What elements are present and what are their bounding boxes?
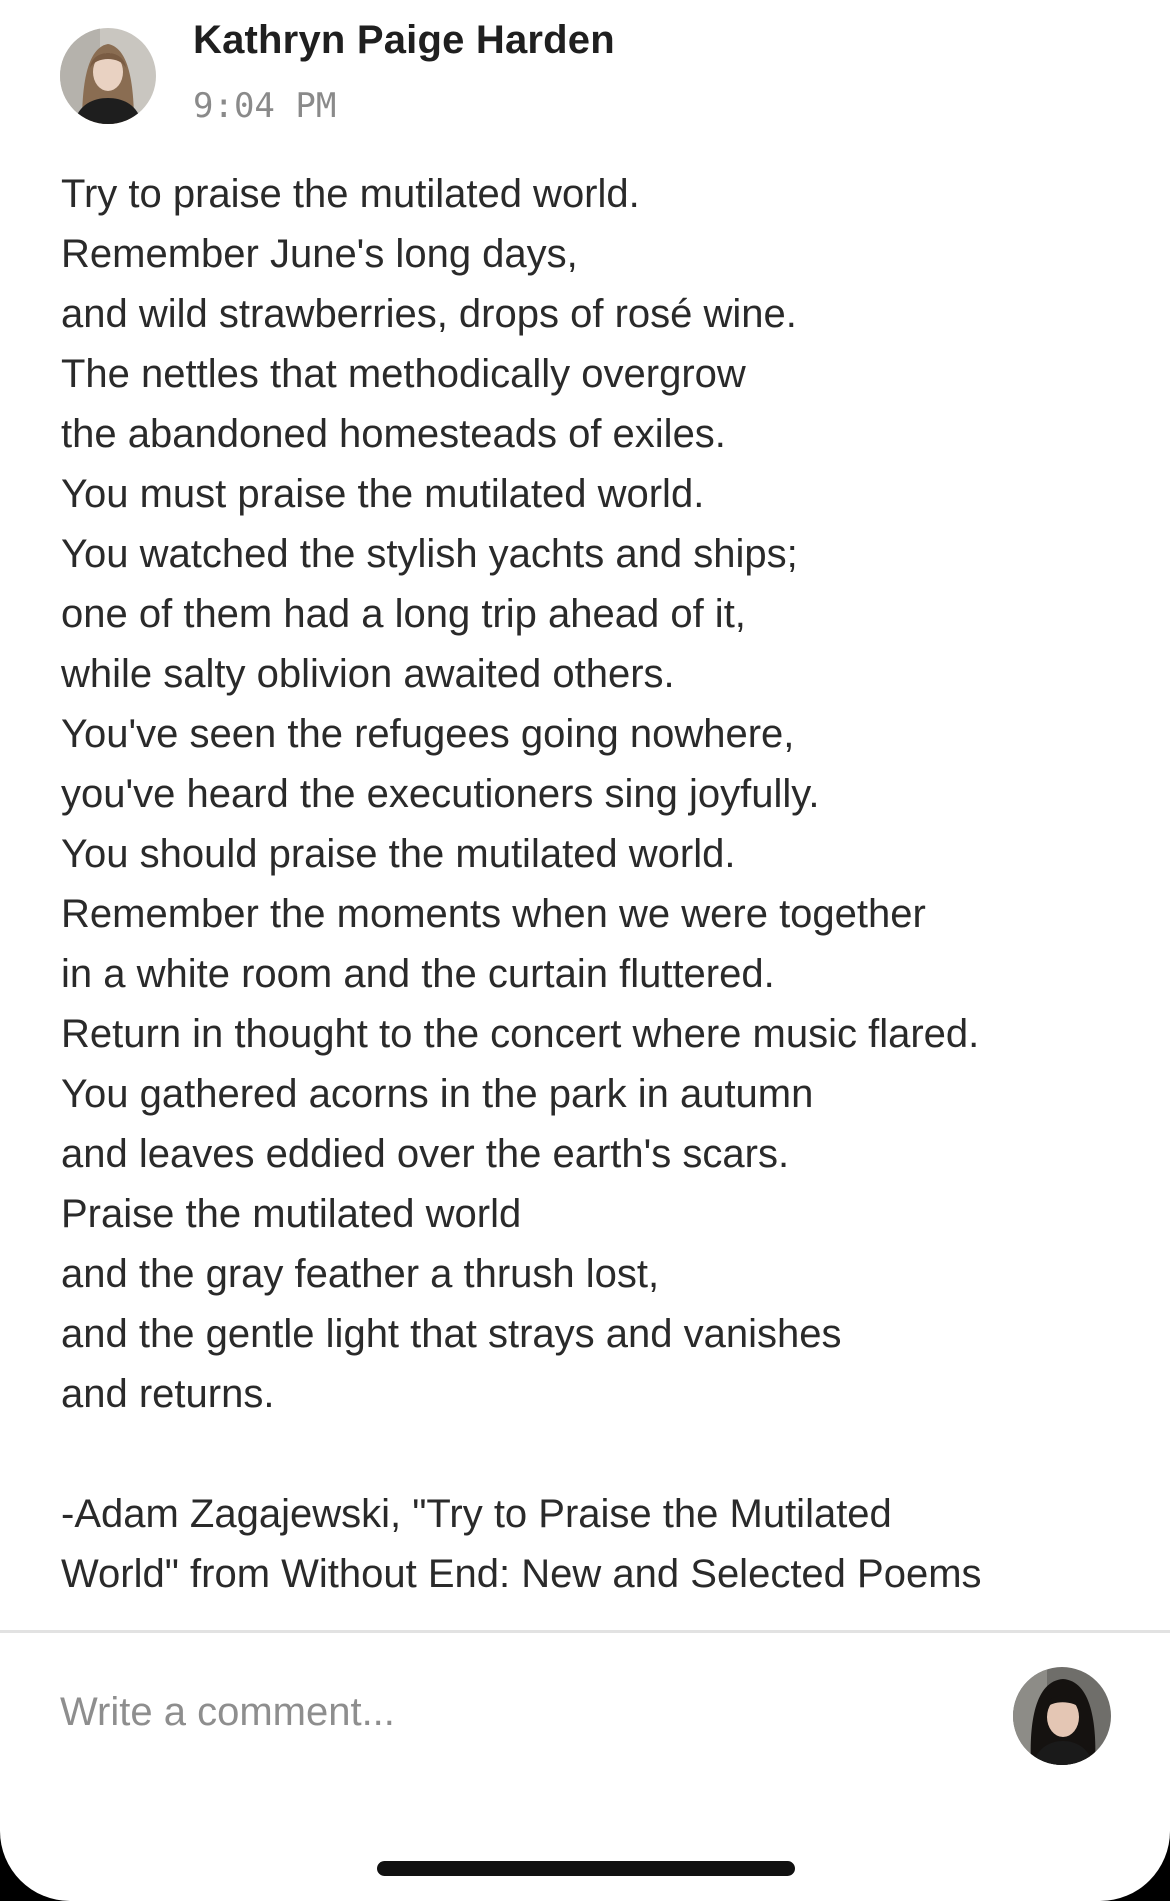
poem-line: and returns. — [61, 1372, 275, 1416]
home-indicator[interactable] — [377, 1861, 795, 1876]
author-name[interactable]: Kathryn Paige Harden — [193, 18, 615, 62]
attribution-line: -Adam Zagajewski, "Try to Praise the Mutilated — [61, 1492, 892, 1536]
post-header — [0, 0, 1170, 150]
poem-line: Remember June's long days, — [61, 232, 578, 276]
user-avatar-photo-icon — [1013, 1667, 1111, 1765]
attribution-line: World" from Without End: New and Selected Poems — [61, 1552, 982, 1596]
poem-line: Praise the mutilated world — [61, 1192, 522, 1236]
author-avatar[interactable] — [60, 28, 156, 124]
poem-line: you've heard the executioners sing joyfully. — [61, 772, 820, 816]
poem-line: Try to praise the mutilated world. — [61, 172, 640, 216]
poem-line: in a white room and the curtain fluttered. — [61, 952, 775, 996]
poem-line: the abandoned homesteads of exiles. — [61, 412, 726, 456]
poem-line: You gathered acorns in the park in autumn — [61, 1072, 814, 1116]
poem-text — [61, 164, 1141, 1424]
poem-line: and the gentle light that strays and vanishes — [61, 1312, 842, 1356]
poem-line: You must praise the mutilated world. — [61, 472, 705, 516]
comment-input[interactable] — [60, 1677, 960, 1747]
poem-line: Remember the moments when we were together — [61, 892, 926, 936]
poem-line: The nettles that methodically overgrow — [61, 352, 746, 396]
user-avatar[interactable] — [1013, 1667, 1111, 1765]
poem-line: and the gray feather a thrush lost, — [61, 1252, 660, 1296]
poem-line: Return in thought to the concert where music flared. — [61, 1012, 980, 1056]
comment-bar — [0, 1633, 1170, 1803]
post-body — [61, 164, 1141, 1604]
poem-line: You watched the stylish yachts and ships; — [61, 532, 798, 576]
poem-line: one of them had a long trip ahead of it, — [61, 592, 746, 636]
poem-line: You should praise the mutilated world. — [61, 832, 736, 876]
poem-line: You've seen the refugees going nowhere, — [61, 712, 795, 756]
post-timestamp: 9:04 PM — [193, 86, 337, 126]
poem-line: while salty oblivion awaited others. — [61, 652, 675, 696]
author-avatar-photo-icon — [60, 28, 156, 124]
poem-line: and wild strawberries, drops of rosé wine. — [61, 292, 797, 336]
poem-line: and leaves eddied over the earth's scars. — [61, 1132, 790, 1176]
poem-attribution — [61, 1484, 1141, 1604]
